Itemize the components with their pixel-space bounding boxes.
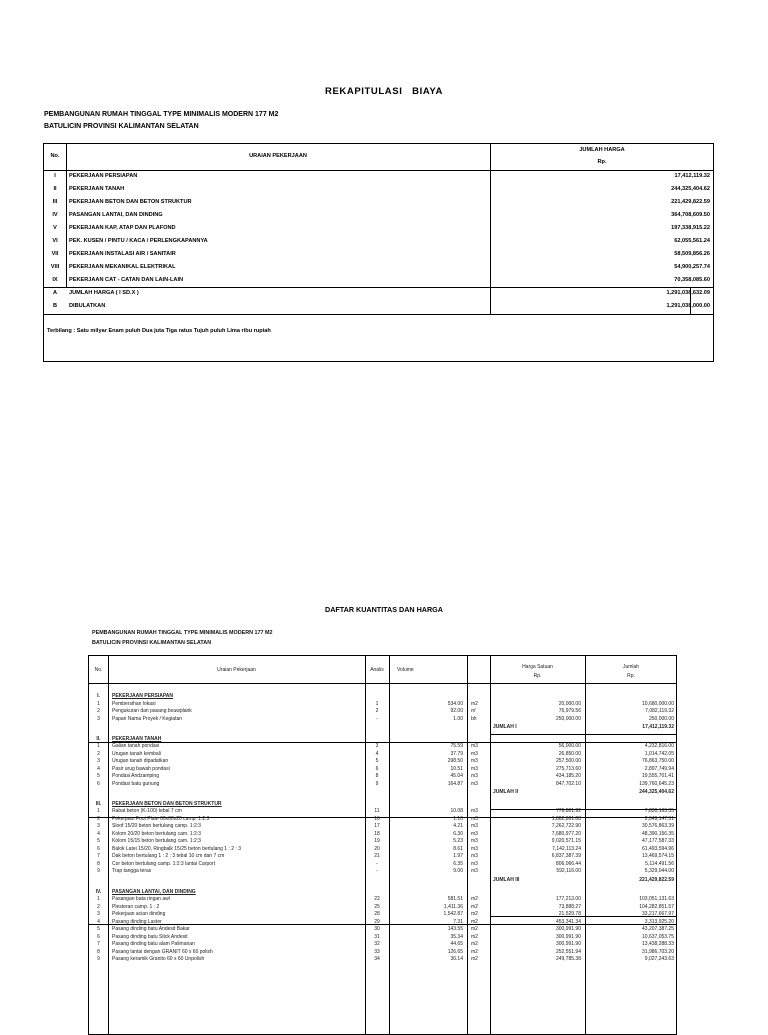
qty-item-jumlah: 19,555,701.41 <box>642 773 674 779</box>
qty-item-volume: 5.23 <box>453 838 463 844</box>
qty-item-analis: 11 <box>374 808 380 814</box>
recap-table <box>43 143 714 362</box>
recap-row-jumlah: 70,358,085.60 <box>674 277 710 283</box>
qty-item-analis: 25 <box>374 903 380 910</box>
recap-row-no: VIII <box>50 264 60 270</box>
qty-item-analis: 34 <box>374 956 380 962</box>
qty-item-uraian: Pondasi Andzamping <box>112 773 159 779</box>
qty-item-volume: 37.79 <box>450 750 463 757</box>
qty-item-volume: 4.21 <box>453 823 463 829</box>
qty-item-uraian: Pasang dinding Laster <box>112 918 162 925</box>
recap-row-no: V <box>53 225 57 231</box>
qty-item-uraian: Sloof 15/20 beton bertulang camp. 1:2:3 <box>112 823 201 829</box>
recap-row-no: IV <box>52 212 58 218</box>
qty-item-jumlah: 2,897,749.94 <box>644 765 674 772</box>
qty-item-uraian: Pasangan bata ringan awl <box>112 896 170 902</box>
qty-item-volume: 8.61 <box>453 845 463 852</box>
qty-item-satuan: m2 <box>471 956 478 962</box>
qty-item-volume: 10.51 <box>450 765 463 772</box>
qty-item-satuan: bh <box>471 715 477 722</box>
qty-item-volume: 298.50 <box>447 758 463 764</box>
qty-item-analis: 29 <box>374 918 380 925</box>
qty-item-satuan: m3 <box>471 758 478 764</box>
qty-item-uraian: Cor beton bertulang camp. 1:2:3 lantai Carport <box>112 860 216 867</box>
qty-item-harga: 453,341.34 <box>555 918 581 925</box>
qty-item-analis: 17 <box>374 823 380 829</box>
qty-section-total-label: JUMLAH I <box>493 724 517 730</box>
qty-header-jumlah-unit: Rp. <box>627 673 635 679</box>
qty-item-satuan: m3 <box>471 845 478 852</box>
qty-item-jumlah: 13,438,288.33 <box>642 941 674 947</box>
qty-item-jumlah: 1,014,742.05 <box>644 750 674 757</box>
qty-section-title: PASANGAN LANTAI, DAN DINDING <box>112 888 196 895</box>
qty-item-satuan: m3 <box>471 750 478 757</box>
qty-item-uraian: Pekerjaan acian dinding <box>112 911 166 917</box>
qty-item-harga: 7,680,977.20 <box>551 830 581 837</box>
qty-item-uraian: Papan Nama Proyek / Kegiatan <box>112 715 183 722</box>
recap-row-uraian: PEKERJAAN KAP, ATAP DAN PLAFOND <box>69 225 176 231</box>
qty-item-volume: 1.97 <box>453 853 463 859</box>
recap-row-uraian: PEK. KUSEN / PINTU / KACA / PERLENGKAPANNYA <box>69 238 208 244</box>
qty-item-no: 6 <box>97 780 100 787</box>
qty-item-volume: 581.51 <box>447 896 463 902</box>
qty-item-satuan: m2 <box>471 896 478 902</box>
qty-item-satuan: m2 <box>471 941 478 947</box>
qty-item-jumlah: 30,576,863.39 <box>642 823 674 829</box>
qty-item-satuan: m2 <box>471 926 478 932</box>
qty-item-harga: 1,862,861.08 <box>551 815 581 822</box>
qty-item-uraian: Plesteran camp. 1 : 2 <box>112 903 160 910</box>
qty-item-no: 1 <box>97 808 100 814</box>
qty-item-no: 1 <box>97 896 100 902</box>
qty-item-uraian: Urugan tanah kembali <box>112 750 161 757</box>
qty-item-analis: 22 <box>374 896 380 902</box>
qty-header-jumlah: Jumlah <box>622 664 640 670</box>
qty-item-satuan: m3 <box>471 823 478 829</box>
qty-item-harga: 56,000.00 <box>558 743 581 749</box>
qty-item-jumlah: 9,027,243.63 <box>644 956 674 962</box>
qty-item-jumlah: 104,282,851.57 <box>639 903 674 910</box>
qty-item-satuan: m2 <box>471 933 478 940</box>
qty-item-jumlah: 5,114,491.56 <box>645 860 674 867</box>
qty-item-volume: 1,542.87 <box>443 911 463 917</box>
qty-item-harga: 249,785.38 <box>555 956 581 962</box>
qty-item-harga: 76,979.56 <box>558 708 581 714</box>
qty-section-total: 221,429,822.59 <box>639 877 674 883</box>
page2-subtitle-location: BATULICIN PROVINSI KALIMANTAN SELATAN <box>92 640 212 646</box>
qty-item-analis: - <box>376 715 378 722</box>
qty-item-jumlah: 43,207,387.25 <box>642 926 674 932</box>
qty-header-volume: Volume <box>397 667 414 673</box>
qty-header-uraian: Uraian Pekerjaan <box>217 667 256 673</box>
qty-item-jumlah: 4,232,816.00 <box>644 743 674 749</box>
recap-header-unit: Rp. <box>597 159 607 165</box>
qty-item-uraian: Urugan tanah dipadatkan <box>112 758 169 764</box>
qty-header-no: No. <box>94 667 103 673</box>
qty-item-jumlah: 31,986,703.20 <box>642 948 674 955</box>
qty-item-jumlah: 48,390,156.35 <box>642 830 674 837</box>
recap-total-no: A <box>52 290 58 296</box>
qty-item-uraian: Pasang dinding batu Stick Andesit <box>112 933 188 940</box>
qty-item-analis: 33 <box>374 948 380 955</box>
qty-section-no: III. <box>95 800 102 807</box>
qty-item-analis: 20 <box>374 845 380 852</box>
qty-item-satuan: m3 <box>471 765 478 772</box>
qty-item-uraian: Pengukuran dan pasang bouwplank <box>112 708 192 714</box>
qty-item-volume: 45.04 <box>450 773 463 779</box>
qty-item-jumlah: 139,760,645.23 <box>639 780 674 787</box>
qty-item-analis: 4 <box>375 750 379 757</box>
qty-item-no: 7 <box>97 853 100 859</box>
qty-item-analis: - <box>376 868 378 874</box>
qty-item-harga: 7,262,722.90 <box>551 823 581 829</box>
qty-item-no: 2 <box>97 750 100 757</box>
qty-item-jumlah: 33,217,667.97 <box>642 911 674 917</box>
qty-item-volume: 35.34 <box>450 933 463 940</box>
qty-header-harga: Harga Satuan <box>522 664 553 670</box>
qty-item-volume: 44.65 <box>450 941 463 947</box>
qty-item-analis: 21 <box>374 853 380 859</box>
qty-item-jumlah: 7,830,163.35 <box>644 808 674 814</box>
qty-section-total: 244,325,404.62 <box>639 789 674 795</box>
recap-header-no: No. <box>50 153 60 159</box>
qty-item-harga: 252,551.94 <box>555 948 581 955</box>
qty-section-no: I. <box>97 693 100 699</box>
recap-row-jumlah: 62,055,561.24 <box>674 238 710 244</box>
qty-item-no: 8 <box>97 948 100 955</box>
qty-item-jumlah: 103,051,131.63 <box>639 896 674 902</box>
qty-item-uraian: Trap tangga teras <box>112 868 152 874</box>
qty-item-volume: 1.10 <box>453 815 463 822</box>
recap-row-no: IX <box>52 277 58 283</box>
qty-item-no: 4 <box>97 830 100 837</box>
qty-item-jumlah: 10,680,000.00 <box>642 700 674 707</box>
qty-item-analis: 1 <box>375 700 379 707</box>
qty-item-volume: 36.14 <box>450 956 463 962</box>
qty-item-satuan: m2 <box>471 911 478 917</box>
qty-item-harga: 300,991.90 <box>555 941 581 947</box>
recap-header-jumlah: JUMLAH HARGA <box>579 147 625 153</box>
qty-item-harga: 177,213.00 <box>555 896 581 902</box>
recap-row-no: II <box>53 186 57 192</box>
qty-item-no: 3 <box>97 911 100 917</box>
recap-row-jumlah: 197,338,915.22 <box>671 225 710 231</box>
recap-row-uraian: PEKERJAAN CAT - CATAN DAN LAIN-LAIN <box>69 277 184 283</box>
qty-item-volume: 1,411.36 <box>443 903 463 910</box>
qty-item-analis: 2 <box>375 708 379 714</box>
page2-subtitle-project: PEMBANGUNAN RUMAH TINGGAL TYPE MINIMALIS MODERN 177 M2 <box>92 630 273 636</box>
qty-section-total-label: JUMLAH III <box>493 877 520 883</box>
qty-item-analis: 32 <box>374 941 380 947</box>
qty-item-satuan: m3 <box>471 815 478 822</box>
recap-row-uraian: PASANGAN LANTAI, DAN DINDING <box>69 212 163 218</box>
qty-item-uraian: Kolom 15/15 beton bertulang cam. 1:2:3 <box>112 838 201 844</box>
qty-item-harga: 20,000.00 <box>558 700 581 707</box>
qty-item-satuan: m2 <box>471 948 478 955</box>
qty-item-no: 5 <box>97 773 100 779</box>
qty-item-no: 5 <box>97 926 100 932</box>
page1-title: REKAPITULASI BIAYA <box>325 86 443 97</box>
qty-item-satuan: m3 <box>471 868 478 874</box>
qty-item-harga: 275,713.60 <box>555 765 581 772</box>
qty-item-satuan: m3 <box>471 808 478 814</box>
qty-item-satuan: m3 <box>471 838 478 844</box>
recap-total-uraian: JUMLAH HARGA ( I SD.X ) <box>69 290 139 296</box>
qty-item-volume: 7.31 <box>453 918 463 925</box>
recap-row-no: VI <box>52 238 58 244</box>
qty-item-no: 1 <box>97 743 100 749</box>
qty-item-no: 9 <box>97 956 100 962</box>
qty-item-volume: 6.30 <box>453 830 463 837</box>
qty-section-no: IV. <box>95 888 102 895</box>
qty-item-no: 6 <box>97 845 100 852</box>
qty-item-harga: 9,020,571.15 <box>551 838 581 844</box>
qty-item-harga: 21,529.78 <box>558 911 581 917</box>
recap-row-no: III <box>52 199 58 205</box>
recap-row-uraian: PEKERJAAN INSTALASI AIR / SANITAIR <box>69 251 176 257</box>
qty-item-harga: 592,116.00 <box>556 868 581 874</box>
qty-section-title: PEKERJAAN TANAH <box>112 735 162 742</box>
recap-row-uraian: PEKERJAAN BETON DAN BETON STRUKTUR <box>69 199 192 205</box>
recap-row-jumlah: 221,429,822.59 <box>671 199 710 205</box>
recap-row-no: I <box>54 173 56 179</box>
qty-item-no: 3 <box>97 758 100 764</box>
qty-item-volume: 92.00 <box>450 708 463 714</box>
qty-item-satuan: m3 <box>471 773 478 779</box>
recap-row-jumlah: 58,509,856.26 <box>674 251 710 257</box>
qty-section-total: 17,412,119.32 <box>642 724 674 730</box>
terbilang-text: Terbilang : Satu milyar Enam puluh Dua juta Tiga ratus Tujuh puluh Lima ribu rupiah <box>47 328 271 334</box>
qty-item-jumlah: 10,637,053.75 <box>642 933 674 940</box>
qty-item-no: 2 <box>97 903 100 910</box>
qty-item-no: 1 <box>97 700 100 707</box>
qty-item-analis: 18 <box>374 830 380 837</box>
qty-item-satuan: m3 <box>471 743 478 749</box>
qty-item-analis: 5 <box>375 758 379 764</box>
qty-item-volume: 126.65 <box>447 948 463 955</box>
qty-item-uraian: Kolom 20/20 beton bertulang cam. 1:2:3 <box>112 830 201 837</box>
qty-item-uraian: Pasang keramik Granito 60 x 60 Unpolish <box>112 956 205 962</box>
qty-item-analis: - <box>376 860 378 867</box>
qty-item-jumlah: 250,000.00 <box>648 715 674 722</box>
qty-item-uraian: Rabat beton (K-100) tebal 7 cm <box>112 808 182 814</box>
qty-item-uraian: Pekerjaan Foot Plate 60x60x20 camp. 1:2:3 <box>112 815 210 822</box>
qty-item-harga: 250,000.00 <box>555 715 581 722</box>
recap-total-uraian: DIBULATKAN <box>69 303 106 309</box>
recap-row-jumlah: 17,412,119.32 <box>674 173 710 179</box>
qty-item-jumlah: 2,049,147.51 <box>644 815 674 822</box>
qty-item-analis: 9 <box>375 780 379 787</box>
qty-item-satuan: m3 <box>471 853 478 859</box>
qty-item-jumlah: 61,493,594.96 <box>642 845 674 852</box>
qty-item-satuan: m2 <box>471 918 478 925</box>
qty-item-no: 3 <box>97 823 100 829</box>
qty-item-jumlah: 76,863,750.00 <box>642 758 674 764</box>
qty-item-analis: 16 <box>374 815 380 822</box>
qty-item-analis: 31 <box>374 933 380 940</box>
recap-total-jumlah: 1,291,038,632.09 <box>666 290 710 296</box>
qty-item-volume: 164.87 <box>447 780 463 787</box>
qty-item-uraian: Pondasi batu gunung <box>112 780 160 787</box>
recap-row-jumlah: 54,900,257.74 <box>674 264 710 270</box>
qty-item-harga: 847,702.10 <box>555 780 581 787</box>
qty-item-volume: 75.59 <box>450 743 463 749</box>
qty-item-no: 2 <box>97 708 100 714</box>
qty-item-satuan: m2 <box>471 903 478 910</box>
qty-item-volume: 1.00 <box>453 715 463 722</box>
qty-item-uraian: Pasir urug bawah pondasi <box>112 765 170 772</box>
qty-item-satuan: m' <box>471 708 477 714</box>
qty-section-title: PEKERJAAN BETON DAN BETON STRUKTUR <box>112 800 222 807</box>
qty-item-satuan: m3 <box>471 830 478 837</box>
qty-item-harga: 7,142,113.24 <box>552 845 581 852</box>
qty-item-analis: 8 <box>375 773 379 779</box>
page1-subtitle-location: BATULICIN PROVINSI KALIMANTAN SELATAN <box>44 123 199 130</box>
qty-item-uraian: Pasang lantai dengan GRANIT 60 x 60 polish <box>112 948 213 955</box>
qty-item-jumlah: 13,469,574.15 <box>642 853 674 859</box>
qty-item-harga: 300,991.90 <box>555 933 581 940</box>
qty-item-uraian: Dak beton bertulang 1 : 2 : 3 tebal 10 cm dan 7 cm <box>112 853 225 859</box>
recap-row-uraian: PEKERJAAN TANAH <box>69 186 125 192</box>
qty-item-harga: 6,837,387.39 <box>551 853 581 859</box>
qty-item-satuan: m3 <box>471 780 478 787</box>
qty-header-harga-unit: Rp. <box>533 673 542 679</box>
qty-item-volume: 534.00 <box>447 700 463 707</box>
qty-item-jumlah: 3,313,925.20 <box>644 918 674 925</box>
qty-item-no: 7 <box>97 941 100 947</box>
qty-item-uraian: Pasang dinding batu Andesit Bakar <box>112 926 190 932</box>
qty-item-volume: 143.55 <box>447 926 463 932</box>
qty-item-uraian: Galian tanah pondasi <box>112 743 160 749</box>
qty-section-title: PEKERJAAN PERSIAPAN <box>112 693 174 699</box>
qty-item-jumlah: 5,329,044.00 <box>644 868 674 874</box>
qty-item-no: 6 <box>97 933 100 940</box>
qty-item-analis: 30 <box>374 926 380 932</box>
qty-item-jumlah: 47,177,587.33 <box>642 838 674 844</box>
qty-item-uraian: Pasang dinding batu alam Palimanan <box>112 941 195 947</box>
recap-total-jumlah: 1,291,038,000.00 <box>666 303 710 309</box>
qty-item-volume: 10.08 <box>450 808 463 814</box>
qty-item-harga: 73,888.27 <box>558 903 581 910</box>
recap-row-no: VII <box>51 251 59 257</box>
qty-item-analis: 28 <box>374 911 380 917</box>
qty-item-analis: 6 <box>375 765 379 772</box>
qty-item-satuan: m3 <box>471 860 478 867</box>
qty-item-harga: 26,850.00 <box>558 750 581 757</box>
recap-total-no: B <box>52 303 58 309</box>
recap-row-uraian: PEKERJAAN PERSIAPAN <box>69 173 138 179</box>
qty-item-no: 5 <box>97 838 100 844</box>
qty-item-jumlah: 7,082,119.32 <box>645 708 674 714</box>
recap-header-uraian: URAIAN PEKERJAAN <box>249 153 307 159</box>
quantity-table <box>88 655 677 1035</box>
page2-title: DAFTAR KUANTITAS DAN HARGA <box>325 605 443 614</box>
qty-item-no: 4 <box>97 765 100 772</box>
qty-item-harga: 257,500.00 <box>555 758 581 764</box>
qty-item-harga: 776,801.92 <box>555 808 581 814</box>
qty-item-no: 8 <box>97 860 100 867</box>
qty-item-uraian: Pembersihan lokasi <box>112 700 156 707</box>
qty-item-volume: 6.35 <box>453 860 463 867</box>
qty-item-no: 9 <box>97 868 100 874</box>
qty-item-analis: 19 <box>374 838 380 844</box>
qty-item-no: 4 <box>97 918 100 925</box>
recap-row-jumlah: 244,325,404.62 <box>671 186 710 192</box>
qty-item-volume: 9.00 <box>453 868 463 874</box>
page1-subtitle-project: PEMBANGUNAN RUMAH TINGGAL TYPE MINIMALIS MODERN 177 M2 <box>44 111 279 118</box>
qty-section-no: II. <box>96 735 101 742</box>
recap-row-jumlah: 364,708,609.50 <box>671 212 710 218</box>
qty-item-harga: 434,185.20 <box>555 773 581 779</box>
recap-row-uraian: PEKERJAAN MEKANIKAL ELEKTRIKAL <box>69 264 176 270</box>
qty-item-uraian: Balok Latei 15/20, Ringbalk 15/25 beton bertulang 1 : 2 : 3 <box>112 845 241 852</box>
qty-item-analis: 3 <box>375 743 379 749</box>
qty-item-no: 2 <box>97 815 100 822</box>
qty-section-total-label: JUMLAH II <box>493 789 518 795</box>
qty-item-satuan: m2 <box>471 700 478 707</box>
qty-header-analis: Analis <box>370 667 384 673</box>
qty-item-harga: 806,066.44 <box>555 860 581 867</box>
qty-item-no: 3 <box>97 715 100 722</box>
qty-item-harga: 300,991.90 <box>555 926 581 932</box>
